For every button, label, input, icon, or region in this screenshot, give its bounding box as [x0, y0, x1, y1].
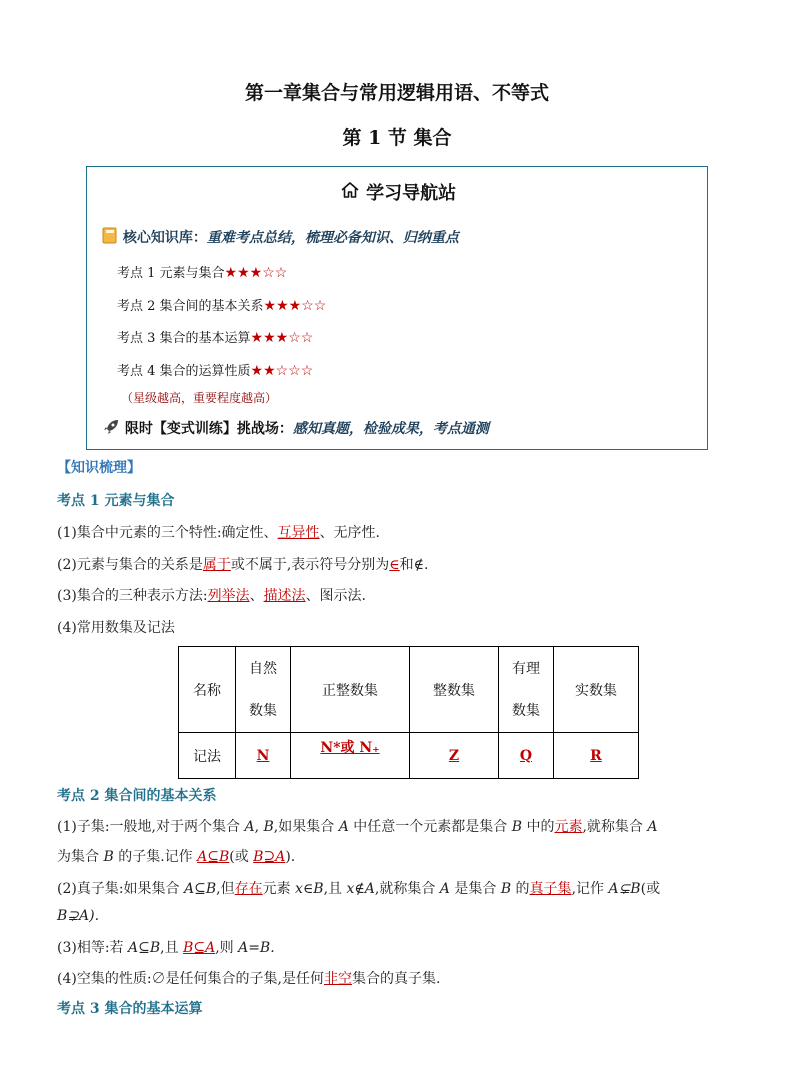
text: (或	[640, 881, 661, 897]
answer-blank: N*或 N₊	[320, 740, 380, 756]
text: 有理	[512, 660, 540, 677]
text: B	[103, 849, 114, 865]
answer-blank: 元素	[554, 819, 583, 835]
knowledge-outline-heading: 【知识梳理】	[57, 460, 141, 476]
kd2-para-3	[57, 937, 275, 957]
text: B	[263, 819, 274, 835]
text: A⊆B	[184, 881, 217, 897]
text: 、	[249, 588, 264, 604]
table-header-cell: 记法	[179, 733, 236, 779]
nav-title	[87, 179, 709, 205]
answer-blank: Z	[448, 747, 460, 764]
answer-blank: 真子集	[529, 881, 572, 897]
text: A=B.	[238, 940, 275, 956]
text: 是集合	[449, 881, 501, 897]
text: (4)空集的性质:∅是任何集合的子集,是任何	[57, 971, 324, 987]
table-cell	[236, 647, 291, 733]
text: (3)集合的三种表示方法:	[57, 588, 208, 604]
text: 的子集.记作	[113, 849, 198, 865]
kaodian-2-title: 考点 2 集合间的基本关系	[57, 788, 217, 804]
text: 中的	[522, 819, 555, 835]
star-rating: ★★★☆☆	[263, 298, 327, 314]
text: 和∉.	[399, 557, 429, 573]
star-note: （星级越高，重要程度越高）	[121, 391, 278, 405]
text: ).	[285, 849, 296, 865]
text: (2)元素与集合的关系是	[57, 557, 203, 573]
table-row	[179, 647, 639, 733]
table-cell	[499, 733, 554, 779]
text: ,如果集合	[273, 819, 339, 835]
text: B	[511, 819, 523, 835]
text: ,就称集合	[374, 881, 440, 897]
kd2-para-2-cont: B⊋A).	[57, 908, 100, 924]
text: 自然	[249, 660, 277, 677]
text: 、图示法.	[305, 588, 367, 604]
text: A	[338, 819, 349, 835]
text: ,就称集合	[582, 819, 648, 835]
text: 中任意一个元素都是集合	[348, 819, 512, 835]
rocket-icon	[102, 418, 120, 440]
answer-blank: ∈	[389, 557, 400, 573]
book-icon	[102, 227, 118, 249]
kd1-para-2	[57, 554, 429, 574]
section-title: 第 1 节 集合	[342, 127, 452, 149]
text: A	[439, 881, 450, 897]
text: 元素	[262, 881, 296, 897]
table-cell: 实数集	[554, 647, 639, 733]
chapter-title: 第一章集合与常用逻辑用语、不等式	[244, 82, 549, 104]
house-icon	[340, 184, 366, 205]
text: 为集合	[57, 849, 104, 865]
star-rating: ★★★☆☆	[250, 330, 314, 346]
kaodian-item-2	[117, 295, 326, 314]
text: (1)集合中元素的三个特性:确定性、	[57, 525, 278, 541]
kd2-para-1-cont	[57, 846, 295, 866]
text: ,但	[216, 881, 235, 897]
kd1-para-1	[57, 522, 380, 542]
limit-desc: 感知真题，检验成果，考点通测	[292, 421, 489, 437]
text: A	[244, 819, 255, 835]
text: 数集	[249, 702, 277, 719]
core-desc: 重难考点总结，梳理必备知识、归纳重点	[206, 230, 459, 246]
text: 集合的真子集.	[352, 971, 441, 987]
answer-blank: A⊆B	[197, 849, 230, 865]
core-knowledge-line	[102, 227, 459, 249]
kaodian-label: 考点 4 集合的运算性质	[117, 364, 251, 379]
text: (或	[229, 849, 254, 865]
answer-blank: 列举法	[207, 588, 250, 604]
answer-blank: 互异性	[277, 525, 320, 541]
kd2-para-4	[57, 968, 440, 988]
answer-blank: 属于	[202, 557, 231, 573]
table-cell	[236, 733, 291, 779]
kaodian-item-3	[117, 327, 313, 346]
text: ,且	[323, 881, 347, 897]
table-cell	[554, 733, 639, 779]
number-set-table	[178, 646, 639, 779]
text: ,且	[160, 940, 184, 956]
text: x∈B	[295, 881, 324, 897]
text: A	[647, 819, 658, 835]
text: 、无序性.	[319, 525, 381, 541]
text: (1)子集:一般地,对于两个集合	[57, 819, 245, 835]
kaodian-item-4	[117, 360, 313, 379]
text: (3)相等:若	[57, 940, 128, 956]
text: x∉A	[346, 881, 375, 897]
core-label: 核心知识库：	[122, 230, 207, 246]
limit-challenge-line	[102, 418, 489, 440]
table-cell	[291, 733, 410, 779]
text: 数集	[512, 702, 540, 719]
limit-label: 限时【变式训练】挑战场：	[124, 421, 293, 437]
kd1-para-4: (4)常用数集及记法	[57, 620, 175, 636]
text: ,	[254, 819, 264, 835]
answer-blank: B⊇A	[253, 849, 286, 865]
kd2-para-1	[57, 816, 658, 836]
text: ,记作	[571, 881, 609, 897]
kd2-para-2	[57, 878, 660, 898]
kaodian-label: 考点 2 集合间的基本关系	[117, 299, 264, 314]
answer-blank: B⊆A	[183, 940, 216, 956]
kaodian-item-1	[117, 262, 287, 281]
answer-blank: 非空	[324, 971, 352, 987]
text: ,则	[215, 940, 239, 956]
text: A⊊B	[608, 881, 641, 897]
answer-blank: Q	[519, 747, 533, 764]
kd1-para-3	[57, 585, 366, 605]
study-navigation-box	[86, 166, 708, 450]
star-rating: ★★☆☆☆	[250, 363, 314, 379]
nav-title-text: 学习导航站	[366, 183, 457, 204]
table-cell: 整数集	[410, 647, 499, 733]
kaodian-1-title: 考点 1 元素与集合	[57, 493, 175, 509]
text: A⊆B	[128, 940, 161, 956]
kaodian-label: 考点 1 元素与集合	[117, 266, 225, 281]
answer-blank: 描述法	[263, 588, 306, 604]
kaodian-3-title: 考点 3 集合的基本运算	[57, 1001, 203, 1017]
answer-blank: R	[590, 747, 602, 764]
text: 或不属于,表示符号分别为	[230, 557, 390, 573]
table-row	[179, 733, 639, 779]
text: 的	[511, 881, 530, 897]
table-cell	[499, 647, 554, 733]
answer-blank: 存在	[234, 881, 263, 897]
answer-blank: N	[256, 747, 270, 764]
table-header-cell: 名称	[179, 647, 236, 733]
star-rating: ★★★☆☆	[224, 265, 288, 281]
table-cell	[410, 733, 499, 779]
kaodian-label: 考点 3 集合的基本运算	[117, 331, 251, 346]
table-cell: 正整数集	[291, 647, 410, 733]
text: B	[500, 881, 512, 897]
text: (2)真子集:如果集合	[57, 881, 184, 897]
